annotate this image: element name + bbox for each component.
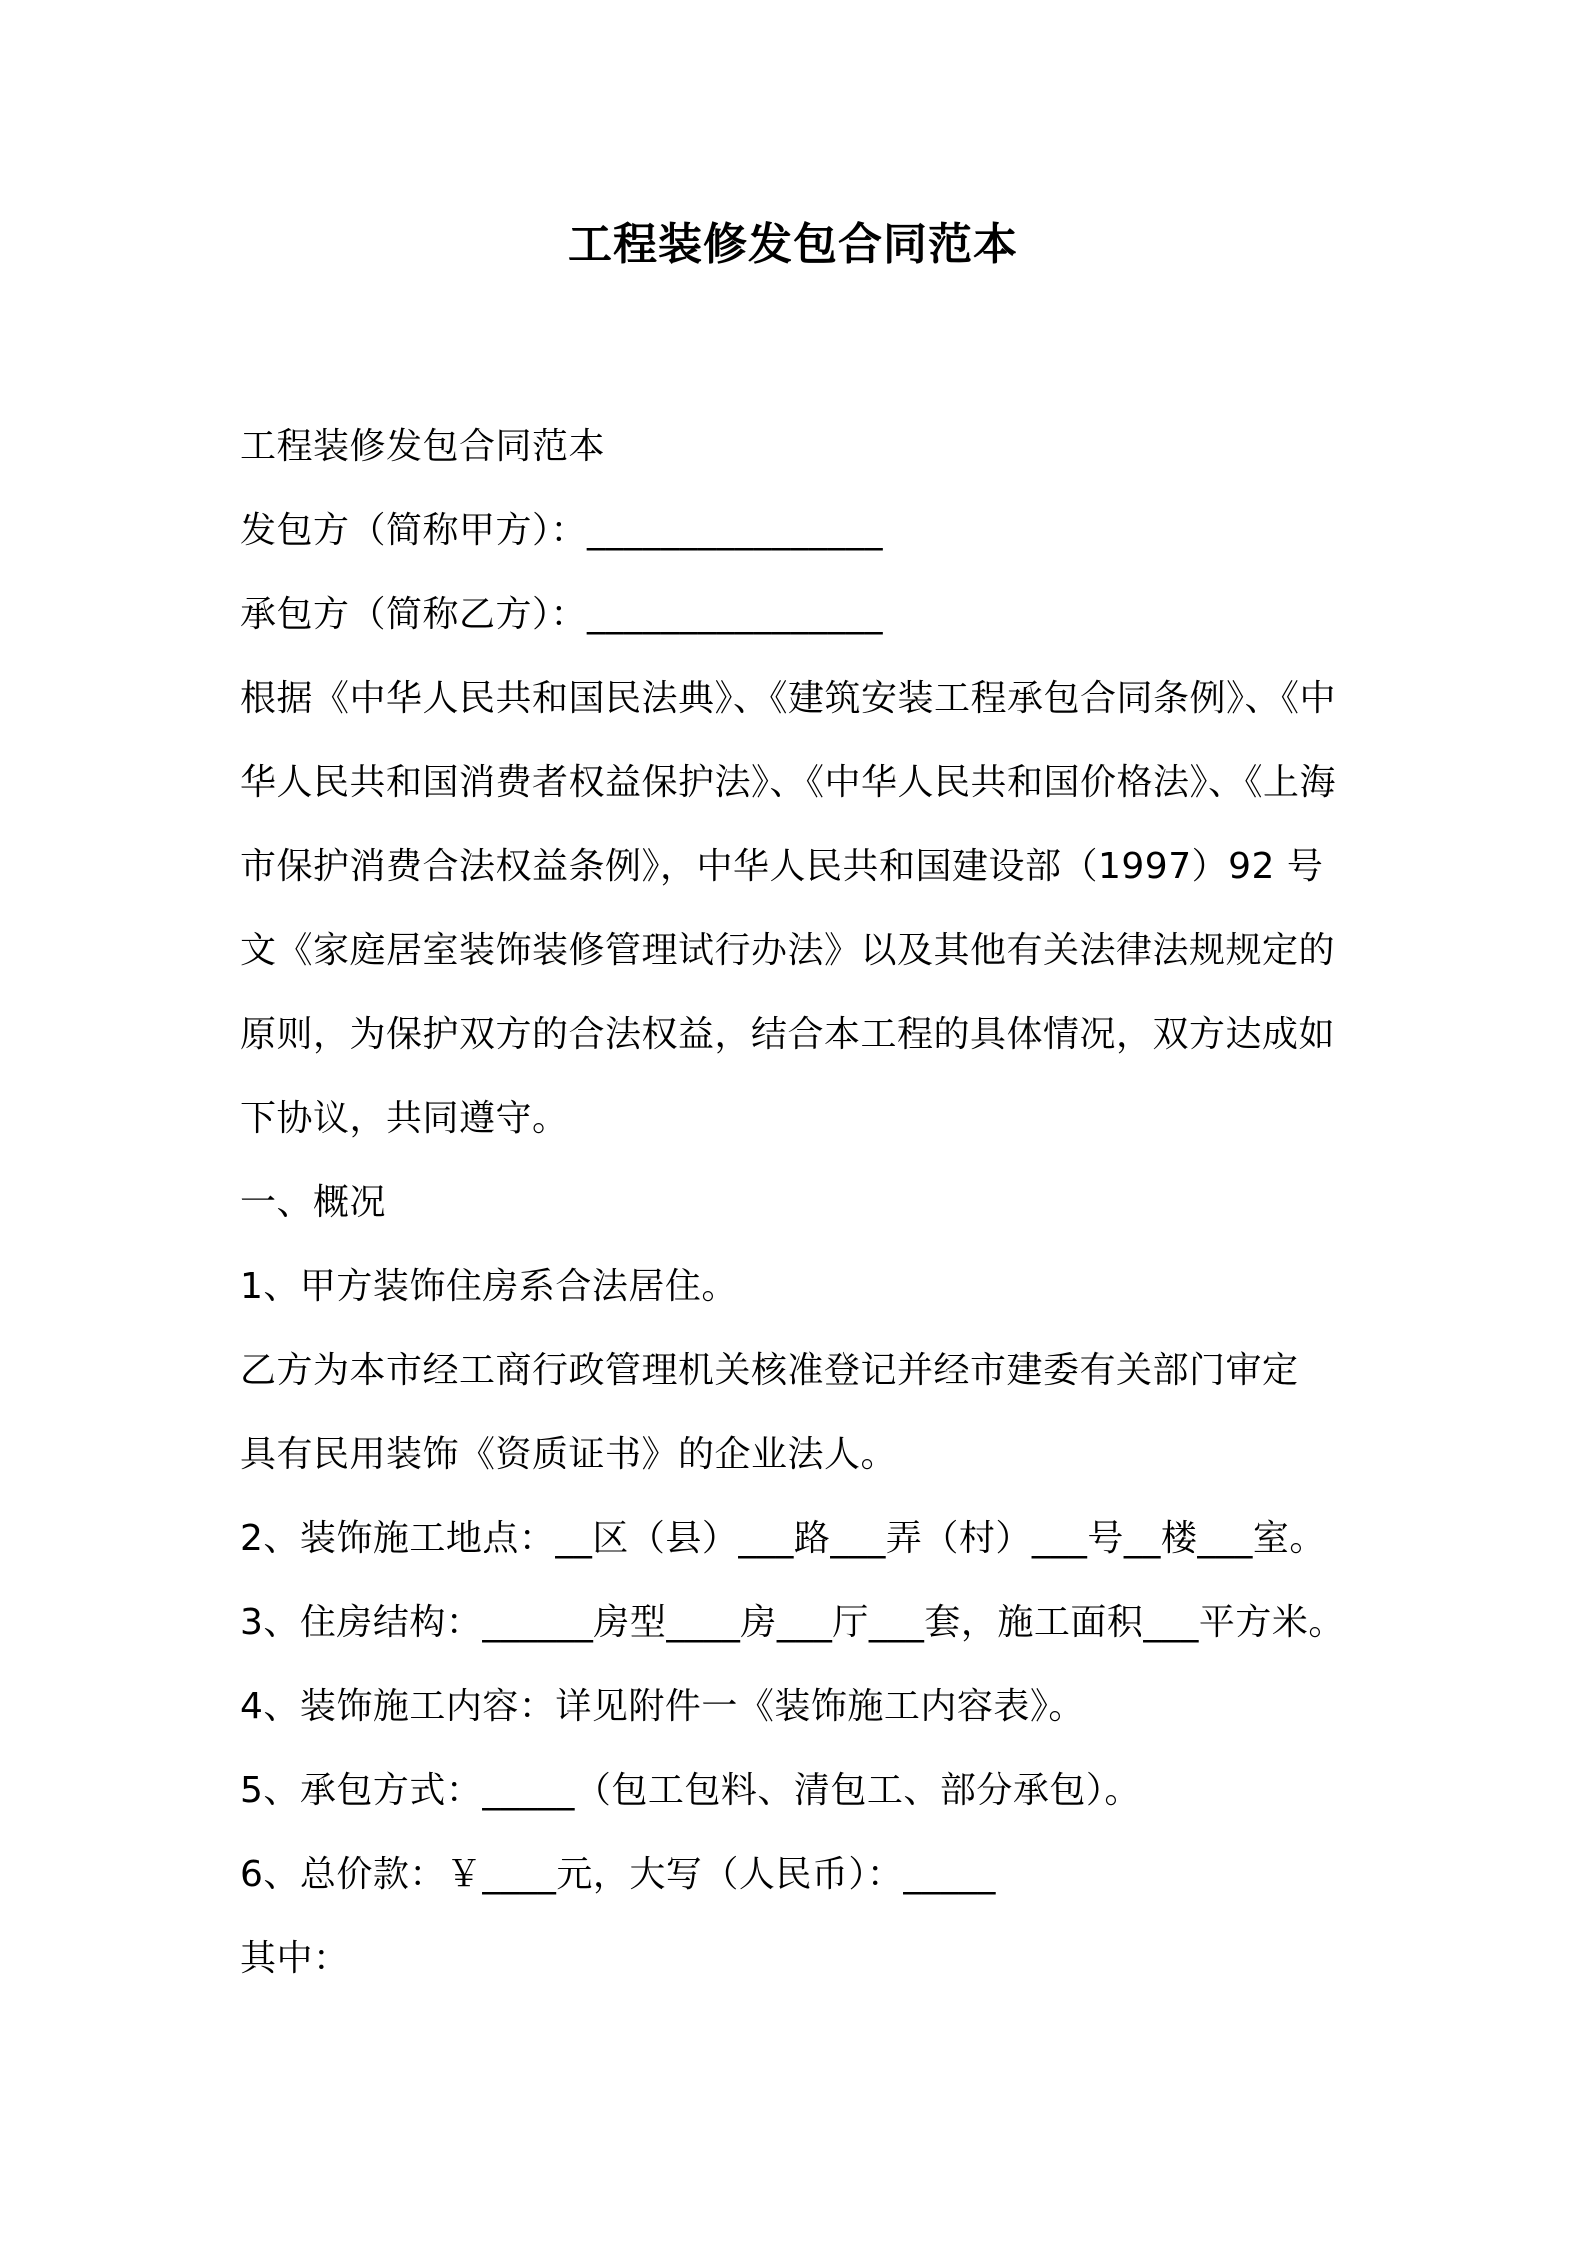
document-body bbox=[240, 405, 1380, 2001]
clause-1-detail-line-2: 具有民用装饰《资质证书》的企业法人。 bbox=[240, 1434, 898, 1475]
subtitle-line: 工程装修发包合同范本 bbox=[240, 426, 606, 467]
clause-4-line: 4、装饰施工内容：详见附件一《装饰施工内容表》。 bbox=[240, 1686, 1085, 1727]
preamble-line-3: 市保护消费合法权益条例》，中华人民共和国建设部（1997）92 号 bbox=[240, 846, 1324, 887]
clause-6-detail-line: 其中： bbox=[240, 1938, 350, 1979]
clause-1-line: 1、甲方装饰住房系合法居住。 bbox=[240, 1266, 738, 1307]
clause-2-line: 2、装饰施工地点：__区（县）___路___弄（村）___号__楼___室。 bbox=[240, 1518, 1326, 1559]
page-title: 工程装修发包合同范本 bbox=[568, 219, 1018, 270]
preamble-line-2: 华人民共和国消费者权益保护法》、《中华人民共和国价格法》、《上海 bbox=[240, 762, 1337, 803]
section-heading-overview: 一、概况 bbox=[240, 1182, 387, 1223]
party-a-line: 发包方（简称甲方）：________________ bbox=[240, 510, 884, 551]
preamble-line-6: 下协议，共同遵守。 bbox=[240, 1098, 569, 1139]
party-b-line: 承包方（简称乙方）：________________ bbox=[240, 594, 884, 635]
preamble-line-5: 原则，为保护双方的合法权益，结合本工程的具体情况，双方达成如 bbox=[240, 1014, 1336, 1055]
clause-5-line: 5、承包方式：_____（包工包料、清包工、部分承包）。 bbox=[240, 1770, 1141, 1811]
preamble-line-4: 文《家庭居室装饰装修管理试行办法》以及其他有关法律法规规定的 bbox=[240, 930, 1336, 971]
clause-1-detail-line-1: 乙方为本市经工商行政管理机关核准登记并经市建委有关部门审定 bbox=[240, 1350, 1299, 1391]
preamble-line-1: 根据《中华人民共和国民法典》、《建筑安装工程承包合同条例》、《中 bbox=[240, 678, 1337, 719]
clause-6-line: 6、总价款：￥____元，大写（人民币）：_____ bbox=[240, 1854, 996, 1895]
clause-3-line: 3、住房结构：______房型____房___厅___套，施工面积___平方米。 bbox=[240, 1602, 1345, 1643]
